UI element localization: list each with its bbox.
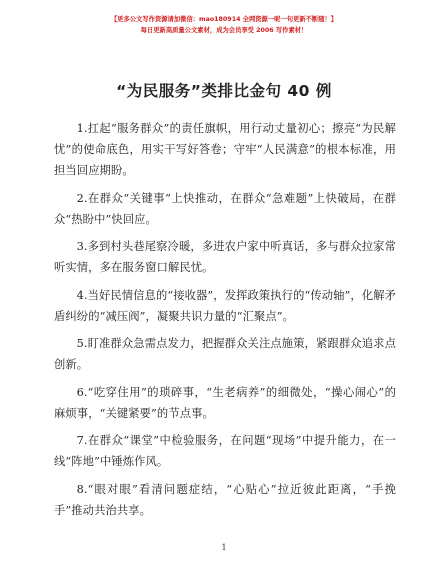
paragraph-5: 5.盯准群众急需点发力，把握群众关注点施策，紧跟群众追求点创新。 [54,337,396,371]
promo-banner [0,14,448,36]
paragraph-6: 6.“吃穿住用”的琐碎事，“生老病养”的细微处，“操心闹心”的麻烦事，“关键紧要”的节点事。 [54,385,396,420]
paragraph-3: 3.多到村头巷尾察冷暖，多进农户家中听真话，多与群众拉家常听实情，多在服务窗口解民忧。 [54,240,396,274]
paragraph-4: 4.当好民情信息的“接收器”，发挥政策执行的“传动轴”，化解矛盾纠纷的“减压阀”，凝聚共识力量的“汇聚点”。 [54,288,396,323]
paragraph-1: 1.扛起“服务群众”的责任旗帜，用行动丈量初心；擦亮“为民解忧”的使命底色，用实干写好答卷；守牢“人民满意”的根本标准，用担当回应期盼。 [54,122,396,177]
promo-banner-line-2: 每日更新高质量公文素材，成为会员享受 2006 写作素材！ [140,27,308,34]
promo-banner-line-1: 【更多公文写作资源请加微信：mao180914 全网资源一呢一句更新不断随！】 [110,16,338,23]
page-number: 1 [221,543,227,552]
document-title: “为民服务”类排比金句 40 例 [116,82,332,100]
paragraph-7: 7.在群众“课堂”中检验服务，在问题“现场”中提升能力，在一线“阵地”中锤炼作风。 [54,434,396,468]
paragraph-2: 2.在群众“关键事”上快推动，在群众“急难题”上快破局，在群众“热盼中”快回应。 [54,191,396,226]
paragraph-8: 8.“眼对眼”看清问题症结，“心贴心”拉近彼此距离，“手挽手”推动共治共享。 [54,482,396,517]
document-body [54,118,396,527]
